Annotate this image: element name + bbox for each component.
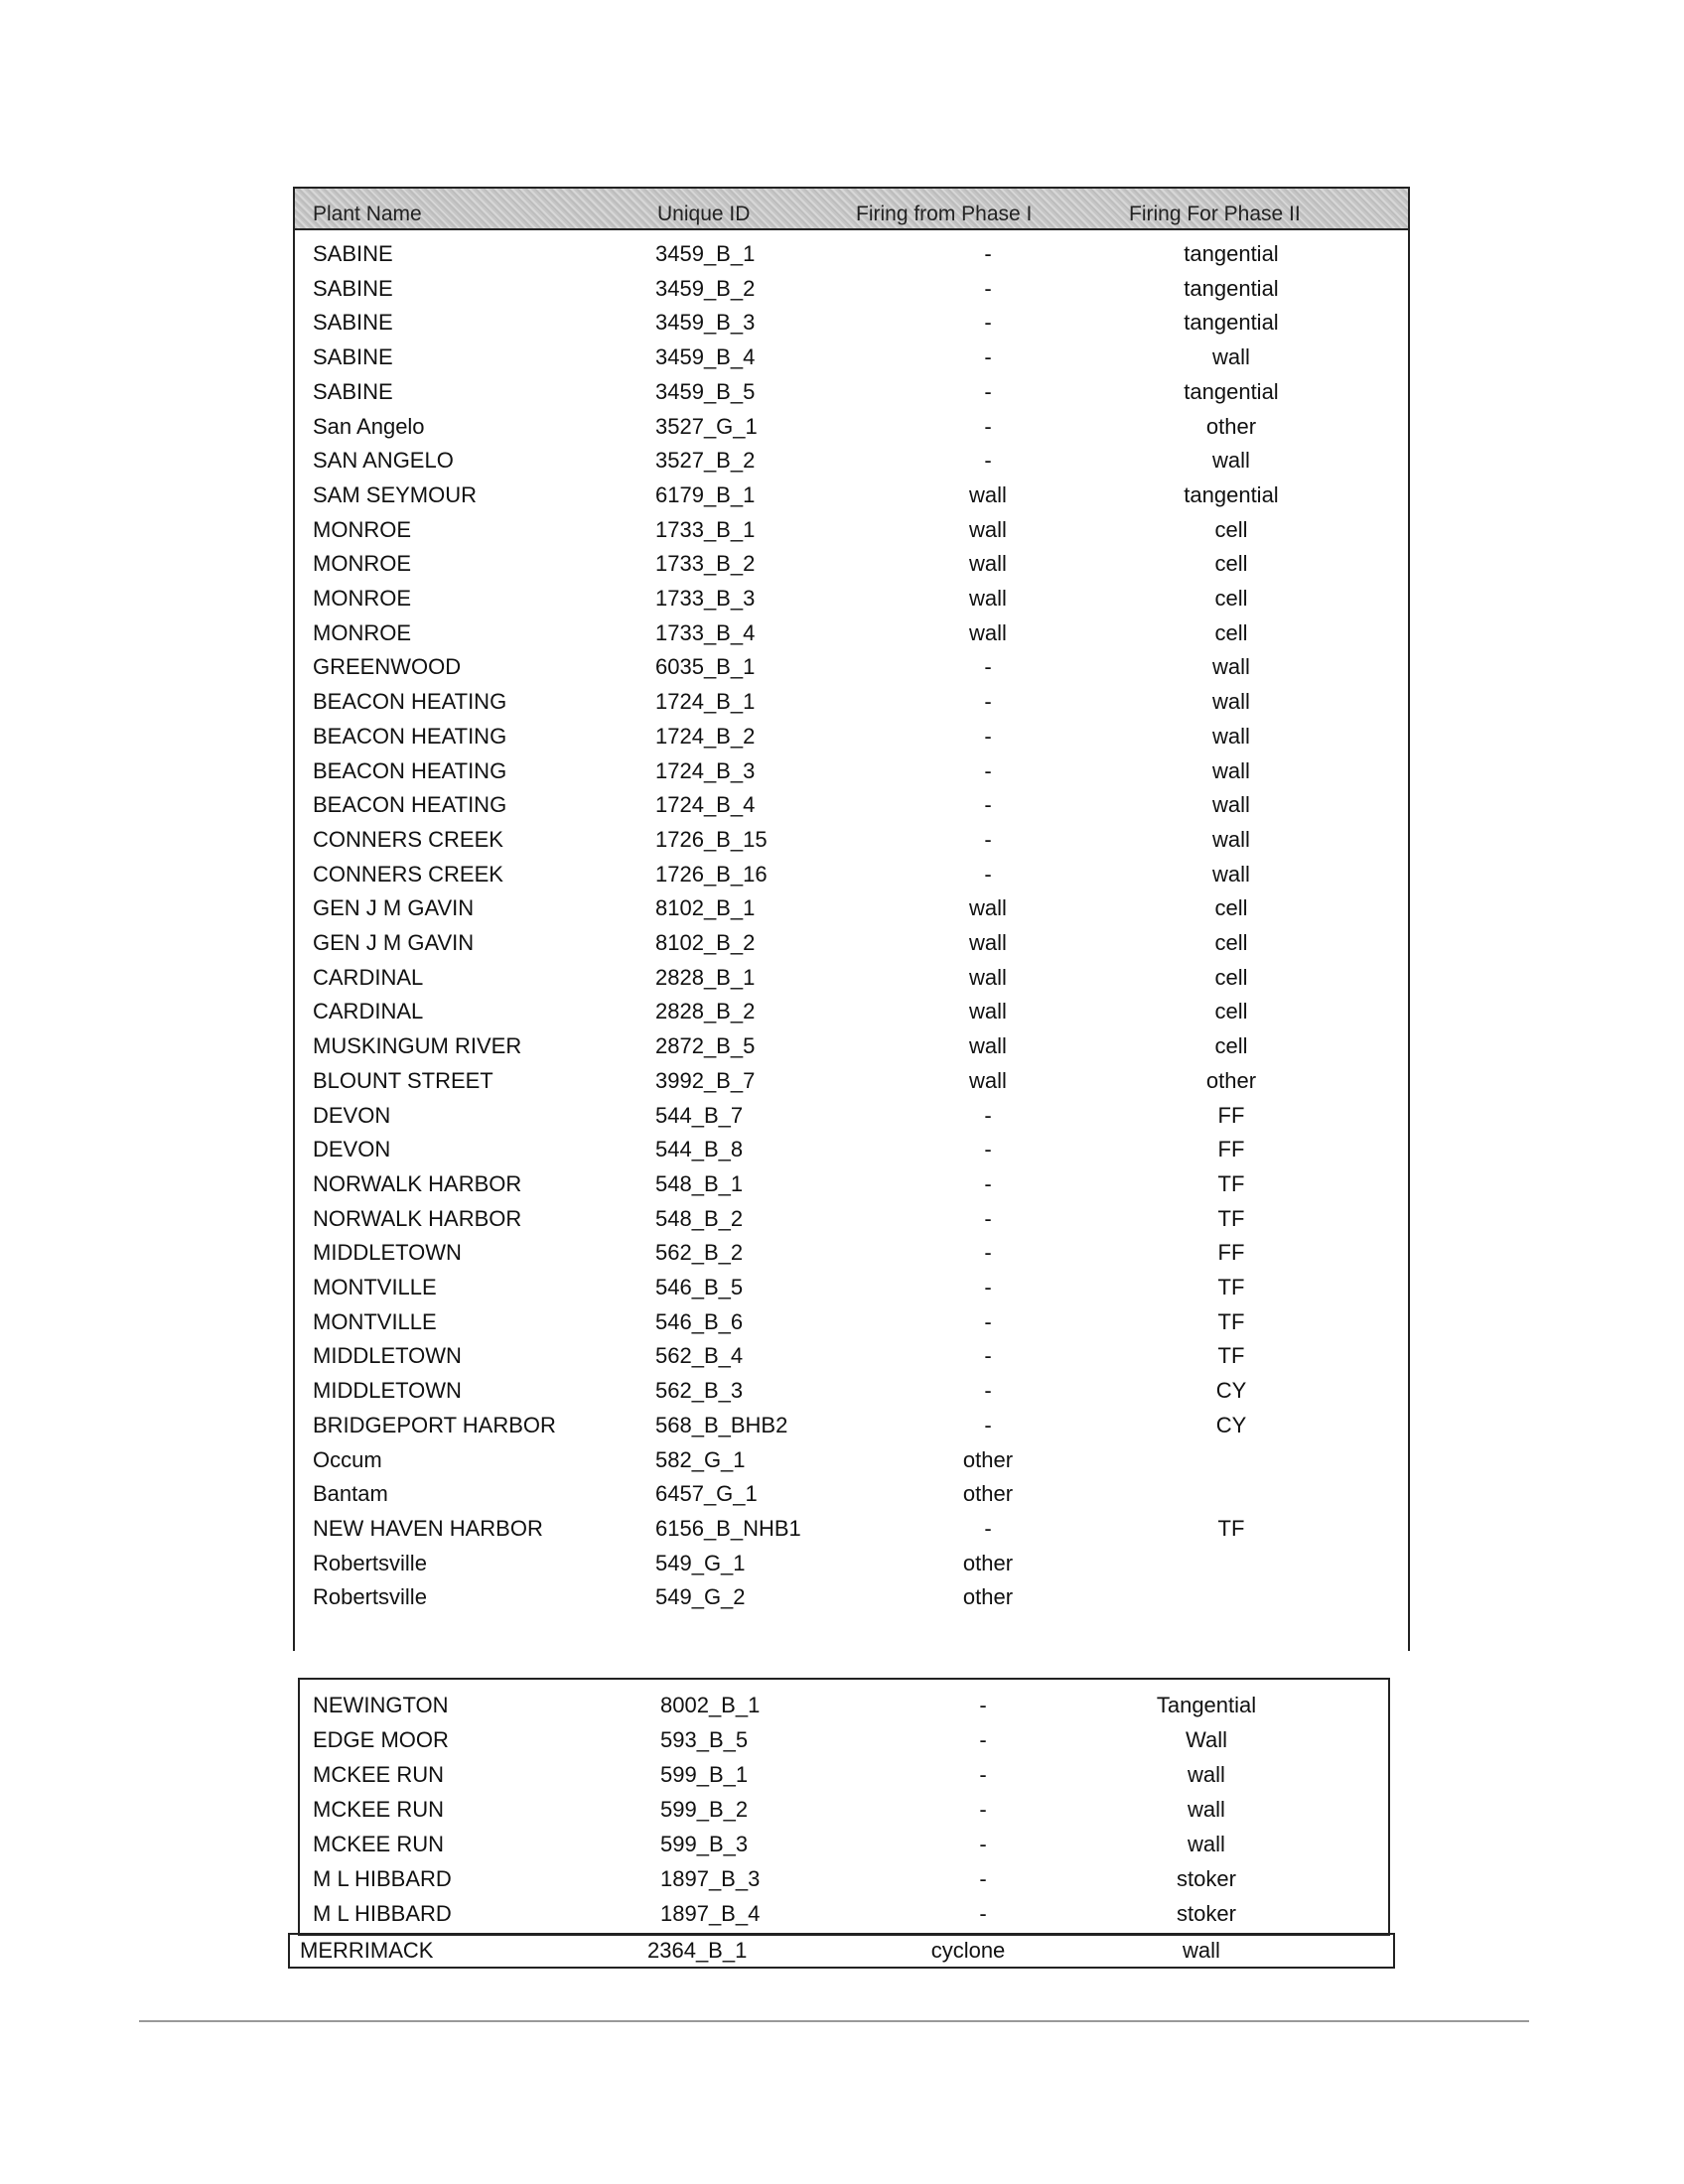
firing-phase1-cell: -: [979, 1693, 987, 1717]
unique-id-cell: 1724_B_4: [655, 792, 756, 818]
table-row: [293, 305, 1410, 340]
table-row: [293, 1132, 1410, 1166]
firing-phase2-cell: TF: [1217, 1275, 1245, 1299]
firing-phase2-cell: Wall: [1186, 1727, 1227, 1752]
firing-phase1-cell: -: [984, 275, 992, 301]
firing-phase1-cell: -: [984, 1240, 992, 1266]
plant-name-cell: Bantam: [313, 1481, 388, 1507]
plant-name-cell: M L HIBBARD: [313, 1866, 452, 1891]
unique-id-cell: 2828_B_2: [655, 999, 756, 1024]
firing-phase2-cell: other: [1205, 1067, 1257, 1093]
table-row: [293, 822, 1410, 857]
firing-phase2-cell: Tangential: [1156, 1693, 1257, 1717]
firing-phase1-cell: -: [984, 1102, 992, 1128]
unique-id-cell: 548_B_1: [655, 1170, 744, 1196]
table-row: [298, 1757, 1390, 1792]
unique-id-cell: 3992_B_7: [655, 1067, 756, 1093]
firing-phase1-cell: wall: [969, 481, 1007, 507]
unique-id-cell: 582_G_1: [655, 1446, 746, 1472]
firing-phase2-cell: cell: [1214, 516, 1248, 542]
unique-id-cell: 1733_B_1: [655, 516, 756, 542]
unique-id-cell: 562_B_2: [655, 1240, 744, 1266]
plant-name-cell: BEACON HEATING: [313, 723, 507, 749]
firing-phase2-cell: cell: [1214, 586, 1248, 611]
plant-name-cell: BRIDGEPORT HARBOR: [313, 1412, 556, 1437]
firing-phase2-cell: CY: [1215, 1412, 1247, 1437]
firing-phase1-cell: -: [984, 757, 992, 783]
unique-id-cell: 6179_B_1: [655, 481, 756, 507]
firing-phase2-cell: other: [1205, 413, 1257, 439]
plant-name-cell: MCKEE RUN: [313, 1797, 445, 1822]
plant-name-cell: MERRIMACK: [300, 1938, 434, 1963]
firing-phase1-cell: cyclone: [930, 1938, 1006, 1963]
firing-phase1-cell: -: [984, 689, 992, 715]
firing-phase1-cell: wall: [969, 930, 1007, 955]
plant-name-cell: MONROE: [313, 586, 411, 611]
firing-phase2-cell: cell: [1214, 619, 1248, 645]
firing-phase2-cell: wall: [1188, 1762, 1225, 1787]
plant-name-cell: SAM SEYMOUR: [313, 481, 478, 507]
firing-phase1-cell: other: [962, 1584, 1014, 1610]
table-row: [293, 1511, 1410, 1546]
firing-phase1-cell: wall: [969, 964, 1007, 990]
plant-name-cell: MUSKINGUM RIVER: [313, 1033, 522, 1059]
plant-name-cell: Robertsville: [313, 1550, 427, 1575]
firing-phase1-cell: -: [984, 310, 992, 336]
table-row: [293, 649, 1410, 684]
unique-id-cell: 1726_B_16: [655, 861, 768, 887]
firing-phase1-cell: -: [984, 1515, 992, 1541]
unique-id-cell: 8102_B_1: [655, 895, 756, 921]
firing-phase2-cell: tangential: [1184, 275, 1279, 301]
unique-id-cell: 562_B_4: [655, 1343, 744, 1369]
table-row: [293, 1579, 1410, 1614]
plant-name-cell: GEN J M GAVIN: [313, 930, 475, 955]
unique-id-cell: 1724_B_1: [655, 689, 756, 715]
plant-name-cell: NORWALK HARBOR: [313, 1205, 522, 1231]
table-row: [293, 960, 1410, 995]
firing-phase1-cell: -: [984, 413, 992, 439]
unique-id-cell: 2364_B_1: [647, 1938, 748, 1963]
firing-phase1-cell: -: [979, 1866, 987, 1891]
firing-phase2-cell: TF: [1217, 1308, 1245, 1334]
table-row: [293, 1408, 1410, 1442]
firing-phase1-cell: -: [984, 654, 992, 680]
table-row: [293, 443, 1410, 478]
unique-id-cell: 6035_B_1: [655, 654, 756, 680]
firing-phase1-cell: wall: [969, 516, 1007, 542]
firing-phase1-cell: -: [979, 1832, 987, 1856]
unique-id-cell: 544_B_7: [655, 1102, 744, 1128]
plant-name-cell: MONROE: [313, 619, 411, 645]
table-row: [288, 1933, 1395, 1968]
unique-id-cell: 548_B_2: [655, 1205, 744, 1231]
firing-phase2-cell: tangential: [1184, 241, 1279, 266]
table-row: [293, 1338, 1410, 1373]
header-plant-name: Plant Name: [313, 203, 422, 225]
table-header-row: [293, 187, 1410, 230]
firing-phase1-cell: other: [962, 1481, 1014, 1507]
unique-id-cell: 549_G_2: [655, 1584, 746, 1610]
table-row: [293, 684, 1410, 719]
firing-phase1-cell: -: [984, 1412, 992, 1437]
unique-id-cell: 8002_B_1: [660, 1693, 761, 1717]
table-row: [293, 1373, 1410, 1408]
table-row: [293, 890, 1410, 925]
plant-name-cell: BEACON HEATING: [313, 792, 507, 818]
plant-firing-table-2: [298, 1678, 1390, 1936]
firing-phase2-cell: FF: [1217, 1102, 1245, 1128]
table-row: [293, 546, 1410, 581]
firing-phase1-cell: -: [984, 826, 992, 852]
header-firing-phase1: Firing from Phase I: [856, 203, 1033, 225]
table-row: [293, 1028, 1410, 1063]
firing-phase2-cell: stoker: [1177, 1901, 1236, 1926]
plant-name-cell: MCKEE RUN: [313, 1762, 445, 1787]
plant-name-cell: M L HIBBARD: [313, 1901, 452, 1926]
firing-phase2-cell: wall: [1212, 689, 1250, 715]
table-row: [293, 581, 1410, 615]
firing-phase1-cell: other: [962, 1446, 1014, 1472]
firing-phase2-cell: tangential: [1184, 310, 1279, 336]
unique-id-cell: 3459_B_5: [655, 378, 756, 404]
firing-phase2-cell: cell: [1214, 999, 1248, 1024]
firing-phase2-cell: FF: [1217, 1137, 1245, 1162]
plant-name-cell: GREENWOOD: [313, 654, 462, 680]
firing-phase2-cell: cell: [1214, 1033, 1248, 1059]
table-row: [293, 1270, 1410, 1304]
header-firing-phase2: Firing For Phase II: [1129, 203, 1301, 225]
table-row: [293, 1476, 1410, 1511]
firing-phase1-cell: -: [984, 1343, 992, 1369]
plant-name-cell: SAN ANGELO: [313, 448, 454, 474]
table-row: [298, 1792, 1390, 1827]
plant-name-cell: DEVON: [313, 1137, 391, 1162]
plant-name-cell: SABINE: [313, 241, 393, 266]
table-row: [293, 994, 1410, 1028]
unique-id-cell: 549_G_1: [655, 1550, 746, 1575]
firing-phase2-cell: TF: [1217, 1170, 1245, 1196]
firing-phase1-cell: -: [984, 241, 992, 266]
firing-phase2-cell: cell: [1214, 895, 1248, 921]
unique-id-cell: 1897_B_4: [660, 1901, 761, 1926]
plant-name-cell: CONNERS CREEK: [313, 826, 503, 852]
firing-phase1-cell: wall: [969, 999, 1007, 1024]
firing-phase1-cell: wall: [969, 1067, 1007, 1093]
plant-name-cell: CARDINAL: [313, 964, 424, 990]
plant-name-cell: SABINE: [313, 275, 393, 301]
firing-phase1-cell: other: [962, 1550, 1014, 1575]
firing-phase2-cell: cell: [1214, 964, 1248, 990]
plant-name-cell: BLOUNT STREET: [313, 1067, 493, 1093]
table-row: [293, 615, 1410, 650]
unique-id-cell: 1724_B_3: [655, 757, 756, 783]
table-row: [298, 1896, 1390, 1931]
table-row: [293, 271, 1410, 306]
unique-id-cell: 3527_G_1: [655, 413, 758, 439]
plant-firing-table: [293, 187, 1410, 1651]
table-row: [293, 753, 1410, 788]
unique-id-cell: 3459_B_2: [655, 275, 756, 301]
firing-phase2-cell: wall: [1212, 654, 1250, 680]
firing-phase2-cell: wall: [1212, 792, 1250, 818]
plant-name-cell: Robertsville: [313, 1584, 427, 1610]
unique-id-cell: 3459_B_3: [655, 310, 756, 336]
unique-id-cell: 546_B_5: [655, 1275, 744, 1299]
plant-name-cell: MIDDLETOWN: [313, 1343, 462, 1369]
plant-name-cell: MONROE: [313, 516, 411, 542]
firing-phase1-cell: -: [979, 1762, 987, 1787]
plant-name-cell: SABINE: [313, 378, 393, 404]
firing-phase2-cell: TF: [1217, 1343, 1245, 1369]
firing-phase1-cell: -: [979, 1797, 987, 1822]
unique-id-cell: 6156_B_NHB1: [655, 1515, 801, 1541]
unique-id-cell: 6457_G_1: [655, 1481, 758, 1507]
firing-phase1-cell: wall: [969, 895, 1007, 921]
table-row: [293, 719, 1410, 753]
unique-id-cell: 1733_B_3: [655, 586, 756, 611]
firing-phase2-cell: wall: [1212, 826, 1250, 852]
firing-phase2-cell: cell: [1214, 930, 1248, 955]
table-row: [298, 1722, 1390, 1757]
unique-id-cell: 1897_B_3: [660, 1866, 761, 1891]
unique-id-cell: 599_B_1: [660, 1762, 749, 1787]
plant-firing-table-3: [288, 1933, 1395, 1969]
unique-id-cell: 2872_B_5: [655, 1033, 756, 1059]
plant-name-cell: MIDDLETOWN: [313, 1378, 462, 1404]
firing-phase1-cell: -: [984, 448, 992, 474]
firing-phase2-cell: TF: [1217, 1205, 1245, 1231]
firing-phase2-cell: TF: [1217, 1515, 1245, 1541]
unique-id-cell: 599_B_3: [660, 1832, 749, 1856]
firing-phase2-cell: wall: [1183, 1938, 1220, 1963]
plant-name-cell: GEN J M GAVIN: [313, 895, 475, 921]
firing-phase2-cell: tangential: [1184, 378, 1279, 404]
firing-phase2-cell: tangential: [1184, 481, 1279, 507]
table-row: [293, 512, 1410, 547]
firing-phase1-cell: -: [984, 1308, 992, 1334]
unique-id-cell: 2828_B_1: [655, 964, 756, 990]
firing-phase1-cell: wall: [969, 1033, 1007, 1059]
firing-phase2-cell: wall: [1212, 861, 1250, 887]
firing-phase1-cell: wall: [969, 551, 1007, 577]
table-row: [293, 478, 1410, 512]
unique-id-cell: 3527_B_2: [655, 448, 756, 474]
table-row: [293, 1235, 1410, 1270]
firing-phase2-cell: wall: [1188, 1797, 1225, 1822]
plant-name-cell: SABINE: [313, 310, 393, 336]
firing-phase1-cell: wall: [969, 619, 1007, 645]
plant-name-cell: CONNERS CREEK: [313, 861, 503, 887]
unique-id-cell: 593_B_5: [660, 1727, 749, 1752]
unique-id-cell: 546_B_6: [655, 1308, 744, 1334]
unique-id-cell: 1724_B_2: [655, 723, 756, 749]
table-row: [298, 1688, 1390, 1722]
unique-id-cell: 1733_B_2: [655, 551, 756, 577]
firing-phase1-cell: -: [984, 344, 992, 370]
header-unique-id: Unique ID: [657, 203, 751, 225]
plant-name-cell: MONTVILLE: [313, 1275, 437, 1299]
plant-name-cell: NEWINGTON: [313, 1693, 449, 1717]
table-row: [298, 1827, 1390, 1861]
firing-phase2-cell: wall: [1212, 757, 1250, 783]
unique-id-cell: 3459_B_4: [655, 344, 756, 370]
table-row: [293, 787, 1410, 822]
plant-name-cell: MONTVILLE: [313, 1308, 437, 1334]
firing-phase1-cell: -: [984, 1205, 992, 1231]
table-row: [293, 1063, 1410, 1098]
firing-phase1-cell: -: [984, 1170, 992, 1196]
plant-name-cell: BEACON HEATING: [313, 757, 507, 783]
plant-name-cell: MCKEE RUN: [313, 1832, 445, 1856]
plant-name-cell: Occum: [313, 1446, 382, 1472]
plant-name-cell: NORWALK HARBOR: [313, 1170, 522, 1196]
unique-id-cell: 568_B_BHB2: [655, 1412, 788, 1437]
firing-phase2-cell: wall: [1212, 448, 1250, 474]
firing-phase1-cell: -: [979, 1901, 987, 1926]
firing-phase2-cell: cell: [1214, 551, 1248, 577]
firing-phase1-cell: -: [984, 378, 992, 404]
table-row: [298, 1861, 1390, 1896]
firing-phase2-cell: stoker: [1177, 1866, 1236, 1891]
firing-phase2-cell: wall: [1188, 1832, 1225, 1856]
firing-phase1-cell: -: [979, 1727, 987, 1752]
table-row: [293, 1098, 1410, 1133]
firing-phase1-cell: -: [984, 1378, 992, 1404]
firing-phase1-cell: -: [984, 1275, 992, 1299]
unique-id-cell: 3459_B_1: [655, 241, 756, 266]
plant-name-cell: San Angelo: [313, 413, 425, 439]
table-row: [293, 340, 1410, 374]
plant-name-cell: SABINE: [313, 344, 393, 370]
plant-name-cell: EDGE MOOR: [313, 1727, 449, 1752]
table-row: [293, 857, 1410, 891]
firing-phase1-cell: -: [984, 1137, 992, 1162]
unique-id-cell: 1726_B_15: [655, 826, 768, 852]
plant-name-cell: MONROE: [313, 551, 411, 577]
firing-phase2-cell: wall: [1212, 723, 1250, 749]
firing-phase1-cell: wall: [969, 586, 1007, 611]
firing-phase1-cell: -: [984, 861, 992, 887]
plant-name-cell: NEW HAVEN HARBOR: [313, 1515, 543, 1541]
footer-divider: [139, 2020, 1529, 2022]
unique-id-cell: 8102_B_2: [655, 930, 756, 955]
table-row: [293, 1442, 1410, 1477]
firing-phase1-cell: -: [984, 792, 992, 818]
table-row: [293, 925, 1410, 960]
table-row: [293, 1304, 1410, 1339]
table-row: [293, 236, 1410, 271]
table-row: [293, 1166, 1410, 1201]
firing-phase1-cell: -: [984, 723, 992, 749]
plant-name-cell: DEVON: [313, 1102, 391, 1128]
plant-name-cell: CARDINAL: [313, 999, 424, 1024]
unique-id-cell: 562_B_3: [655, 1378, 744, 1404]
firing-phase2-cell: wall: [1212, 344, 1250, 370]
unique-id-cell: 1733_B_4: [655, 619, 756, 645]
table-row: [293, 1201, 1410, 1236]
plant-name-cell: MIDDLETOWN: [313, 1240, 462, 1266]
table-row: [293, 374, 1410, 409]
table-row: [293, 409, 1410, 444]
firing-phase2-cell: CY: [1215, 1378, 1247, 1404]
unique-id-cell: 544_B_8: [655, 1137, 744, 1162]
unique-id-cell: 599_B_2: [660, 1797, 749, 1822]
table-row: [293, 1546, 1410, 1580]
plant-name-cell: BEACON HEATING: [313, 689, 507, 715]
firing-phase2-cell: FF: [1217, 1240, 1245, 1266]
